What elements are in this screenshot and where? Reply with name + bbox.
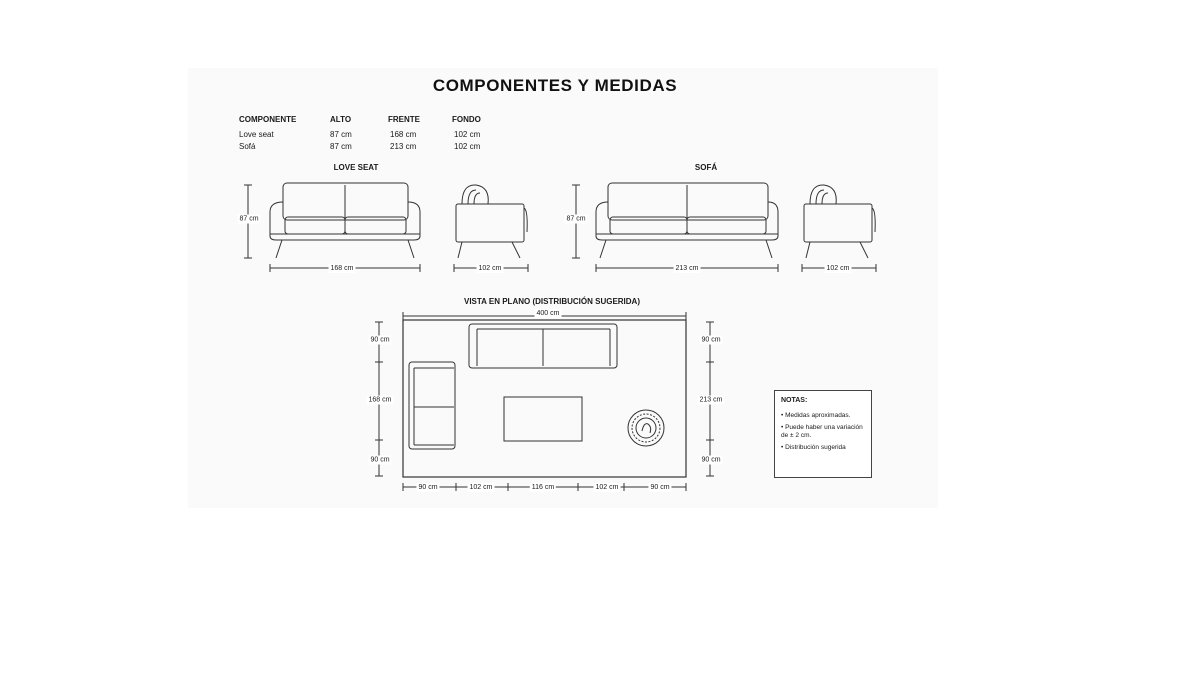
table-cell: Love seat <box>239 130 274 139</box>
notes-title: NOTAS: <box>781 397 808 404</box>
plan-total-width-label: 400 cm <box>536 310 560 317</box>
table-header-component: COMPONENTE <box>239 115 297 124</box>
plan-bottom-dim-label: 102 cm <box>595 484 619 491</box>
sofa-depth-label: 102 cm <box>826 265 850 272</box>
table-cell: 102 cm <box>454 142 481 151</box>
plan-left-dim-label: 168 cm <box>368 396 392 404</box>
love-seat-width-label: 168 cm <box>330 265 354 272</box>
plan-coffee-table <box>504 397 582 441</box>
table-cell: 102 cm <box>454 130 481 139</box>
love-seat-front-drawing <box>270 183 420 258</box>
table-header-alto: ALTO <box>330 115 352 124</box>
plan-right-dim-label: 90 cm <box>701 456 721 464</box>
plan-bottom-dim-label: 102 cm <box>469 484 493 491</box>
table-header-frente: FRENTE <box>388 115 420 124</box>
note-item: • Distribución sugerida <box>781 443 846 451</box>
table-cell: 87 cm <box>330 130 352 139</box>
plan-bottom-dim-label: 116 cm <box>531 484 555 491</box>
sofa-side-drawing <box>804 185 875 258</box>
note-item: • Medidas aproximadas. <box>781 412 851 419</box>
sofa-width-label: 213 cm <box>675 265 699 272</box>
love-seat-label: LOVE SEAT <box>333 163 379 172</box>
plan-title: VISTA EN PLANO (DISTRIBUCIÓN SUGERIDA) <box>463 297 641 306</box>
sofa-front-drawing <box>596 183 778 258</box>
table-header-fondo: FONDO <box>452 115 481 124</box>
page-title: COMPONENTES Y MEDIDAS <box>432 76 678 95</box>
love-seat-depth-label: 102 cm <box>478 265 502 272</box>
plan-room-outline <box>403 320 686 477</box>
plan-right-dim-label: 90 cm <box>701 336 721 344</box>
table-cell: 87 cm <box>330 142 352 151</box>
sofa-height-label: 87 cm <box>566 215 586 223</box>
plan-left-dim-label: 90 cm <box>370 456 390 464</box>
love-seat-height-label: 87 cm <box>239 215 259 223</box>
notes-box <box>774 390 872 478</box>
note-item: • Puede haber una variación de ± 2 cm. <box>781 423 863 439</box>
plan-left-dim-label: 90 cm <box>370 336 390 344</box>
love-seat-side-drawing <box>456 185 527 258</box>
sofa-label: SOFÁ <box>694 163 718 172</box>
plan-love-seat <box>409 362 455 449</box>
plan-bottom-dim-label: 90 cm <box>418 484 438 491</box>
plan-sofa <box>469 324 617 368</box>
table-cell: Sofá <box>239 142 256 151</box>
table-cell: 213 cm <box>390 142 417 151</box>
floor-plan <box>375 312 714 491</box>
plan-bottom-dim-label: 90 cm <box>650 484 670 491</box>
plan-side-table <box>628 410 664 446</box>
plan-right-dim-label: 213 cm <box>699 396 723 404</box>
table-cell: 168 cm <box>390 130 417 139</box>
